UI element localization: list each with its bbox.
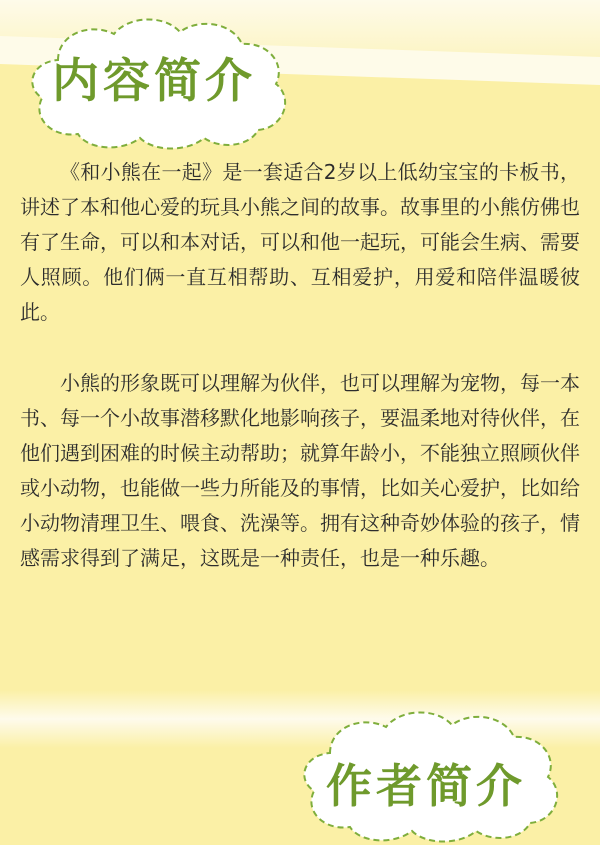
intro-paragraph-1: 《和小熊在一起》是一套适合2岁以上低幼宝宝的卡板书，讲述了本和他心爱的玩具小熊之间的故事。故事里的小熊仿佛也有了生命，可以和本对话，可以和他一起玩，可能会生病、需要人照顾。他们俩一直互相帮助、互相爱护，用爱和陪伴温暖彼此。 <box>20 160 580 324</box>
intro-body <box>20 155 580 576</box>
intro-paragraph-2: 小熊的形象既可以理解为伙伴，也可以理解为宠物，每一本书、每一个小故事潜移默化地影响孩子，要温柔地对待伙伴，在他们遇到困难的时候主动帮助；就算年龄小，不能独立照顾伙伴或小动物，也能做一些力所能及的事情，比如关心爱护，比如给小动物清理卫生、喂食、洗澡等。拥有这种奇妙体验的孩子，情感需求得到了满足，这既是一种责任，也是一种乐趣。 <box>20 371 580 570</box>
author-heading: 作者简介 <box>326 759 526 813</box>
intro-heading: 内容简介 <box>52 54 256 109</box>
